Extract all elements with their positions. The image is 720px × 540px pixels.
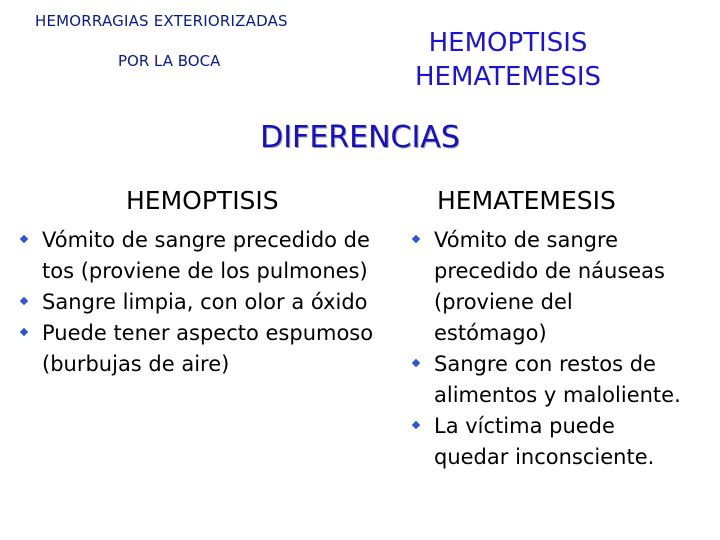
title-line-hematemesis: HEMATEMESIS bbox=[414, 62, 602, 92]
list-item: Sangre con restos de alimentos y maloliente. bbox=[402, 349, 692, 411]
section-title: DIFERENCIAS bbox=[260, 120, 460, 155]
right-column-heading: HEMATEMESIS bbox=[437, 186, 616, 215]
topic-line-1: HEMORRAGIAS EXTERIORIZADAS bbox=[35, 12, 288, 30]
left-column-list bbox=[10, 225, 400, 380]
title-line-hemoptisis: HEMOPTISIS bbox=[428, 28, 588, 58]
topic-line-2: POR LA BOCA bbox=[118, 52, 221, 70]
list-item: Sangre limpia, con olor a óxido bbox=[10, 287, 400, 318]
list-item: Vómito de sangre precedido de tos (proviene de los pulmones) bbox=[10, 225, 400, 287]
list-item: Puede tener aspecto espumoso (burbujas de aire) bbox=[10, 318, 400, 380]
page-title bbox=[398, 26, 618, 94]
list-item: Vómito de sangre precedido de náuseas (proviene del estómago) bbox=[402, 225, 692, 349]
left-column-heading: HEMOPTISIS bbox=[126, 186, 279, 215]
list-item: La víctima puede quedar inconsciente. bbox=[402, 411, 692, 473]
right-column-list bbox=[402, 225, 692, 473]
